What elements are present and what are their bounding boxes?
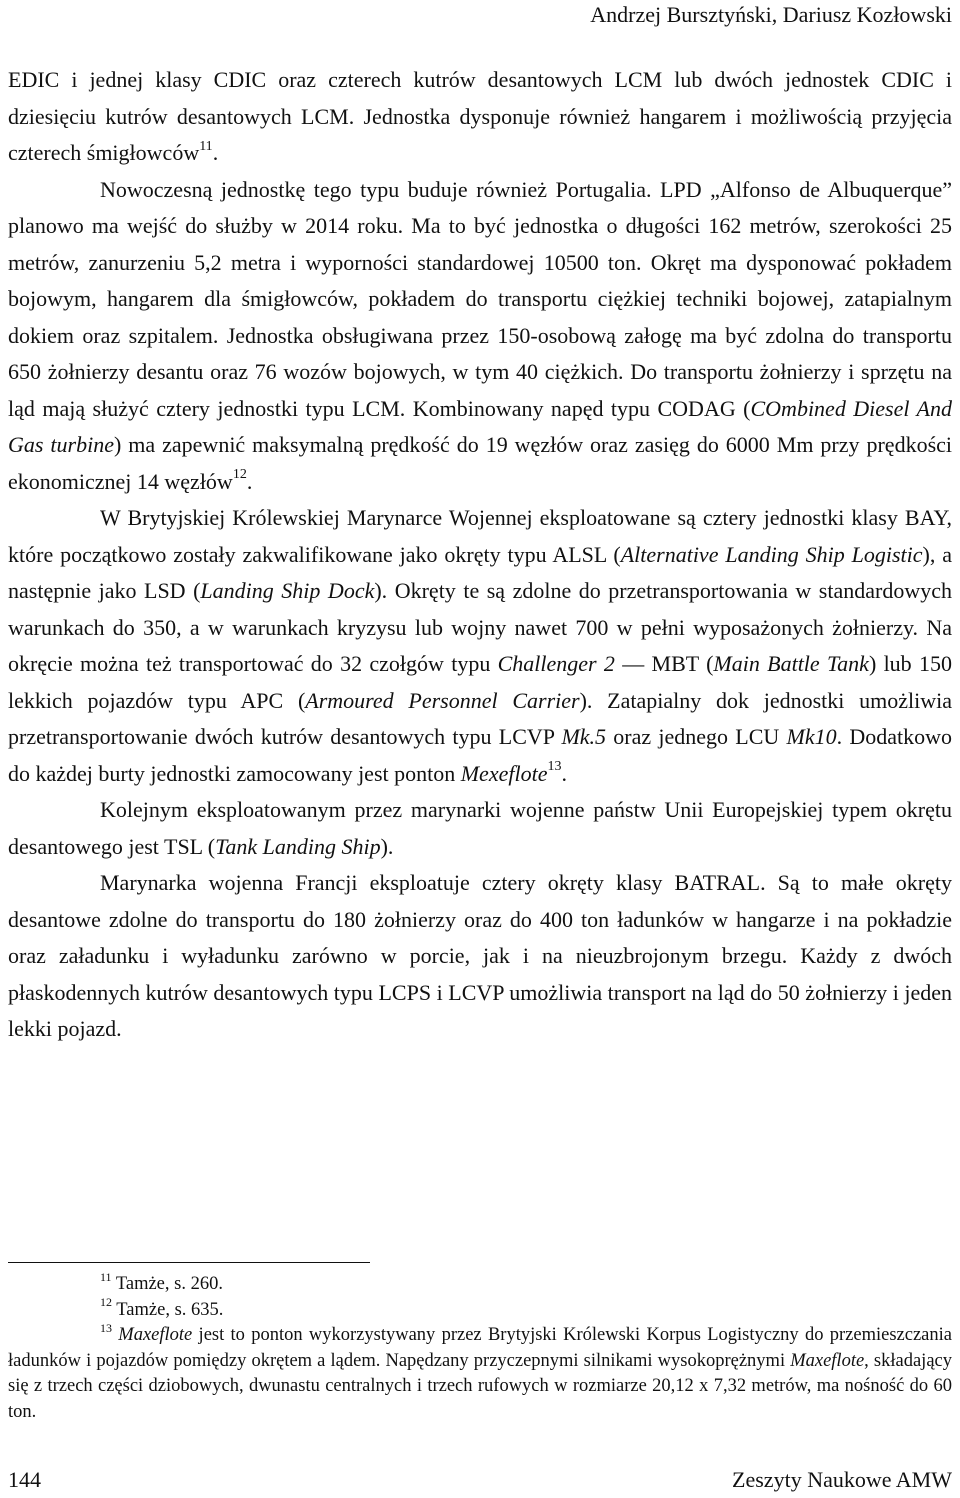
text-run: Nowoczesną jednostkę tego typu buduje również Portugalia. LPD „Alfonso de Albuquerque” planowo ma wejść do służby w 2014 roku. Ma to być jednostka o długości 162 metrów, szerokości 25 metrów, zanurzeniu 5,2 metra i wyporności standardowej 10500 ton. Okręt ma dysponować pokładem bojowym, hangarem dla śmigłowców, pokładem do transportu ciężkiej techniki bojowej, zatapialnym dokiem oraz szpitalem. Jednostka obsługiwana przez 150-osobową załogę ma być zdolna do transportu 650 żołnierzy desantu oraz 76 wozów bojowych, w tym 40 ciężkich. Do transportu żołnierzy i sprzętu na ląd mają służyć cztery jednostki typu LCM. Kombinowany napęd typu CODAG ( xyxy=(8,176,952,421)
paragraph xyxy=(8,500,952,792)
running-header-authors: Andrzej Bursztyński, Dariusz Kozłowski xyxy=(590,2,952,27)
text-run: Kolejnym eksploatowanym przez marynarki wojenne państw Unii Europejskiej typem okrętu desantowego jest TSL ( xyxy=(8,797,952,859)
paragraph xyxy=(8,792,952,865)
text-run: Tamże, s. 260. xyxy=(111,1274,223,1294)
text-run: EDIC i jednej klasy CDIC oraz czterech kutrów desantowych LCM lub dwóch jednostek CDIC i dziesięciu kutrów desantowych LCM. Jednostka dysponuje również hangarem i możliwością przyjęcia czterech śmigłowców xyxy=(8,67,952,165)
footnote-separator xyxy=(8,1262,370,1263)
text-run: ) ma zapewnić maksymalną prędkość do 19 węzłów oraz zasięg do 6000 Mm przy prędkości ekonomicznej 14 węzłów xyxy=(8,432,953,494)
paragraph xyxy=(8,172,952,501)
text-run: . xyxy=(212,140,219,165)
italic-term: Mexeflote xyxy=(460,760,548,786)
italic-term: Alternative Landing Ship Logistic xyxy=(620,541,923,567)
footnote-reference: 12 xyxy=(232,467,247,483)
paragraph xyxy=(8,62,952,172)
footnote-reference: 13 xyxy=(547,759,562,775)
text-run: ), a następnie jako LSD ( xyxy=(8,541,953,603)
text-run: Tamże, s. 635. xyxy=(112,1299,224,1320)
footnote-reference: 11 xyxy=(100,1269,112,1284)
body-text xyxy=(8,62,952,1048)
text-run: , składający się z trzech części dziobowych, dwunastu centralnych i trzech rufowych w rozmiarze 20,12 x 7,32 metrów, ma nośność do 60 ton. xyxy=(8,1350,952,1422)
italic-term: Main Battle Tank xyxy=(713,651,869,676)
text-run: oraz jednego LCU xyxy=(606,724,787,749)
italic-term: COmbined Diesel And Gas turbine xyxy=(8,395,952,457)
paragraph xyxy=(8,865,952,1048)
text-run: . Dodatkowo do każdej burty jednostki zamocowany jest ponton xyxy=(8,724,953,786)
journal-name: Zeszyty Naukowe AMW xyxy=(732,1467,952,1492)
footnote xyxy=(8,1269,952,1298)
text-run: W Brytyjskiej Królewskiej Marynarce Wojennej eksploatowane są cztery jednostki klasy BAY, które początkowo zostały zakwalifikowane jako okręty typu ALSL ( xyxy=(8,505,952,567)
italic-term: Landing Ship Dock xyxy=(200,578,375,603)
italic-term: Mk.5 xyxy=(561,724,607,749)
text-run: ) lub 150 lekkich pojazdów typu APC ( xyxy=(8,651,952,713)
footnote-reference: 12 xyxy=(100,1295,112,1310)
text-run: . xyxy=(561,760,567,786)
text-run: Marynarka wojenna Francji eksploatuje cztery okręty klasy BATRAL. Są to małe okręty desantowe zdolne do transportu do 180 żołnierzy oraz do 400 ton ładunków w hangarze i na pokładzie oraz załadunku i wyładunku zarówno w porcie, jak i na nieuzbrojonym brzegu. Każdy z dwóch płaskodennych kutrów desantowych typu LCPS i LCVP umożliwia transport na ląd do 50 żołnierzy i jeden lekki pojazd. xyxy=(8,870,952,1041)
footnotes xyxy=(8,1269,952,1425)
italic-term: Mk10 xyxy=(786,724,837,749)
italic-term: Armoured Personnel Carrier xyxy=(305,687,580,713)
footnote xyxy=(8,1320,952,1425)
text-run: jest to ponton wykorzystywany przez Brytyjski Królewski Korpus Logistyczny do przemieszczania ładunków i pojazdów pomiędzy okrętem a lądem. Napędzany przyczepnymi silnikami wysokoprężnymi xyxy=(8,1325,952,1371)
italic-term: Tank Landing Ship xyxy=(215,833,381,859)
text-run: ). Zatapialny dok jednostki umożliwia przetransportowanie dwóch kutrów desantowych typu LCVP xyxy=(8,687,952,749)
text-run: ). xyxy=(380,833,394,859)
text-run: — MBT ( xyxy=(614,651,714,676)
page-number: 144 xyxy=(8,1467,41,1492)
footnote xyxy=(8,1295,952,1324)
footnote-reference: 13 xyxy=(100,1320,112,1335)
footnote-reference: 11 xyxy=(199,138,213,154)
italic-term: Maxeflote xyxy=(118,1325,193,1345)
italic-term: Maxeflote xyxy=(790,1350,865,1371)
italic-term: Challenger 2 xyxy=(497,651,615,676)
text-run: . xyxy=(246,468,253,494)
text-run: ). Okręty te są zdolne do przetransportowania w standardowych warunkach do 350, a w warunkach kryzysu lub wojny nawet 700 w pełni wyposażonych żołnierzy. Na okręcie można też transportować do 32 czołgów typu xyxy=(8,578,952,676)
